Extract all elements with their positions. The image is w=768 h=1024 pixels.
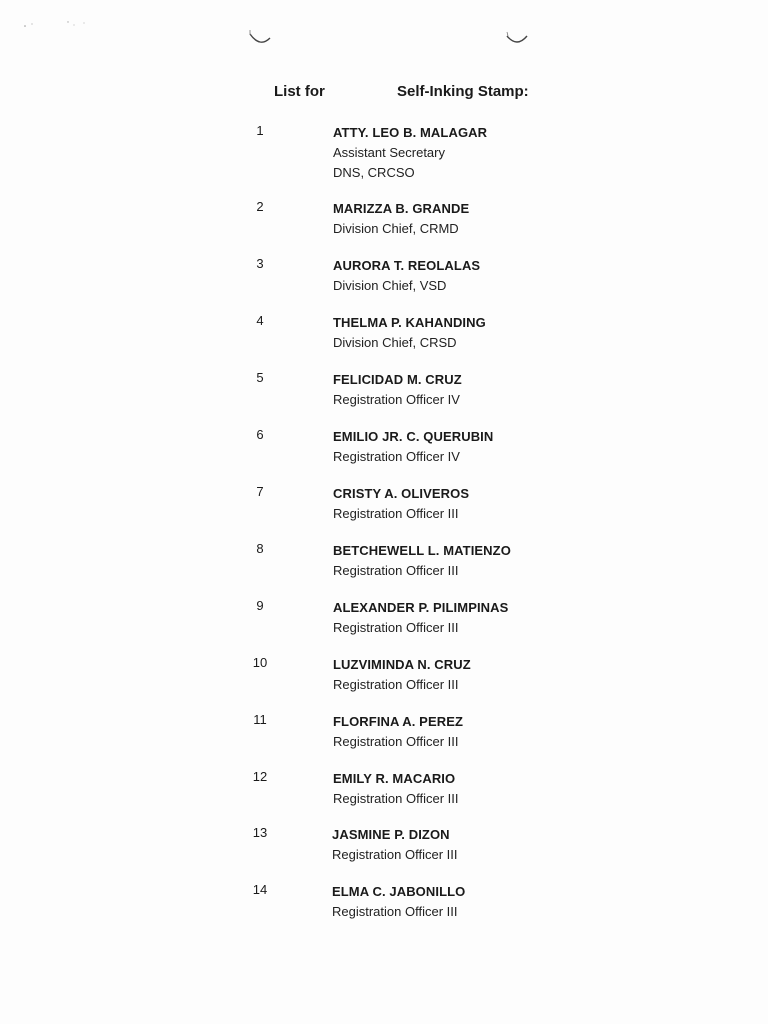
list-item-number: 1 [256, 123, 264, 138]
list-item-details [333, 769, 693, 809]
person-name: ATTY. LEO B. MALAGAR [333, 125, 488, 140]
list-item-number: 2 [256, 199, 264, 214]
list-item-number: 8 [256, 541, 264, 556]
person-name: LUZVIMINDA N. CRUZ [333, 657, 471, 672]
list-item-number: 9 [256, 598, 264, 613]
list-item-number: 6 [256, 427, 264, 442]
list-item-details [333, 655, 693, 695]
person-name: THELMA P. KAHANDING [333, 315, 486, 330]
person-name: BETCHEWELL L. MATIENZO [333, 543, 511, 558]
person-position: Registration Officer III [333, 734, 459, 749]
list-item-number: 11 [253, 712, 267, 727]
person-office: DNS, CRCSO [333, 165, 415, 180]
person-name: ELMA C. JABONILLO [332, 884, 466, 899]
person-position: Division Chief, CRMD [333, 221, 459, 236]
person-position: Registration Officer IV [333, 449, 460, 464]
person-name: ALEXANDER P. PILIMPINAS [333, 600, 509, 615]
person-position: Division Chief, VSD [333, 278, 447, 293]
person-position: Registration Officer III [333, 506, 459, 521]
list-item-number: 10 [252, 655, 268, 670]
person-name: EMILIO JR. C. QUERUBIN [333, 429, 494, 444]
list-item-number: 12 [252, 769, 268, 784]
person-position: Registration Officer III [333, 620, 459, 635]
list-item-number: 13 [252, 825, 268, 840]
person-name: FELICIDAD M. CRUZ [333, 372, 462, 387]
person-position: Registration Officer III [332, 847, 458, 862]
person-name: MARIZZA B. GRANDE [333, 201, 470, 216]
person-position: Registration Officer III [333, 791, 459, 806]
person-position: Registration Officer III [332, 904, 458, 919]
list-item-details [332, 882, 692, 922]
list-item-number: 4 [256, 313, 264, 328]
list-item-number: 14 [252, 882, 268, 897]
list-item-details [333, 598, 693, 638]
list-item-number: 7 [256, 484, 264, 499]
list-item-details [333, 484, 693, 524]
header-stamp-title: Self-Inking Stamp: [397, 83, 529, 100]
person-position: Registration Officer III [333, 677, 459, 692]
list-item-details [332, 825, 692, 865]
list-item-details [333, 256, 693, 296]
list-item-details [333, 123, 693, 183]
person-name: FLORFINA A. PEREZ [333, 714, 464, 729]
list-item-details [333, 541, 693, 581]
person-name: JASMINE P. DIZON [332, 827, 450, 842]
list-item-details [333, 427, 693, 467]
person-name: EMILY R. MACARIO [333, 771, 456, 786]
person-name: AURORA T. REOLALAS [333, 258, 481, 273]
list-item-details [333, 313, 693, 353]
person-position: Registration Officer IV [333, 392, 460, 407]
list-item-details [333, 712, 693, 752]
person-position: Assistant Secretary [333, 145, 445, 160]
person-name: CRISTY A. OLIVEROS [333, 486, 470, 501]
header-list-for: List for [274, 83, 325, 100]
list-item-details [333, 370, 693, 410]
list-item-details [333, 199, 693, 239]
list-item-number: 5 [256, 370, 264, 385]
person-position: Registration Officer III [333, 563, 459, 578]
list-item-number: 3 [256, 256, 264, 271]
person-position: Division Chief, CRSD [333, 335, 457, 350]
